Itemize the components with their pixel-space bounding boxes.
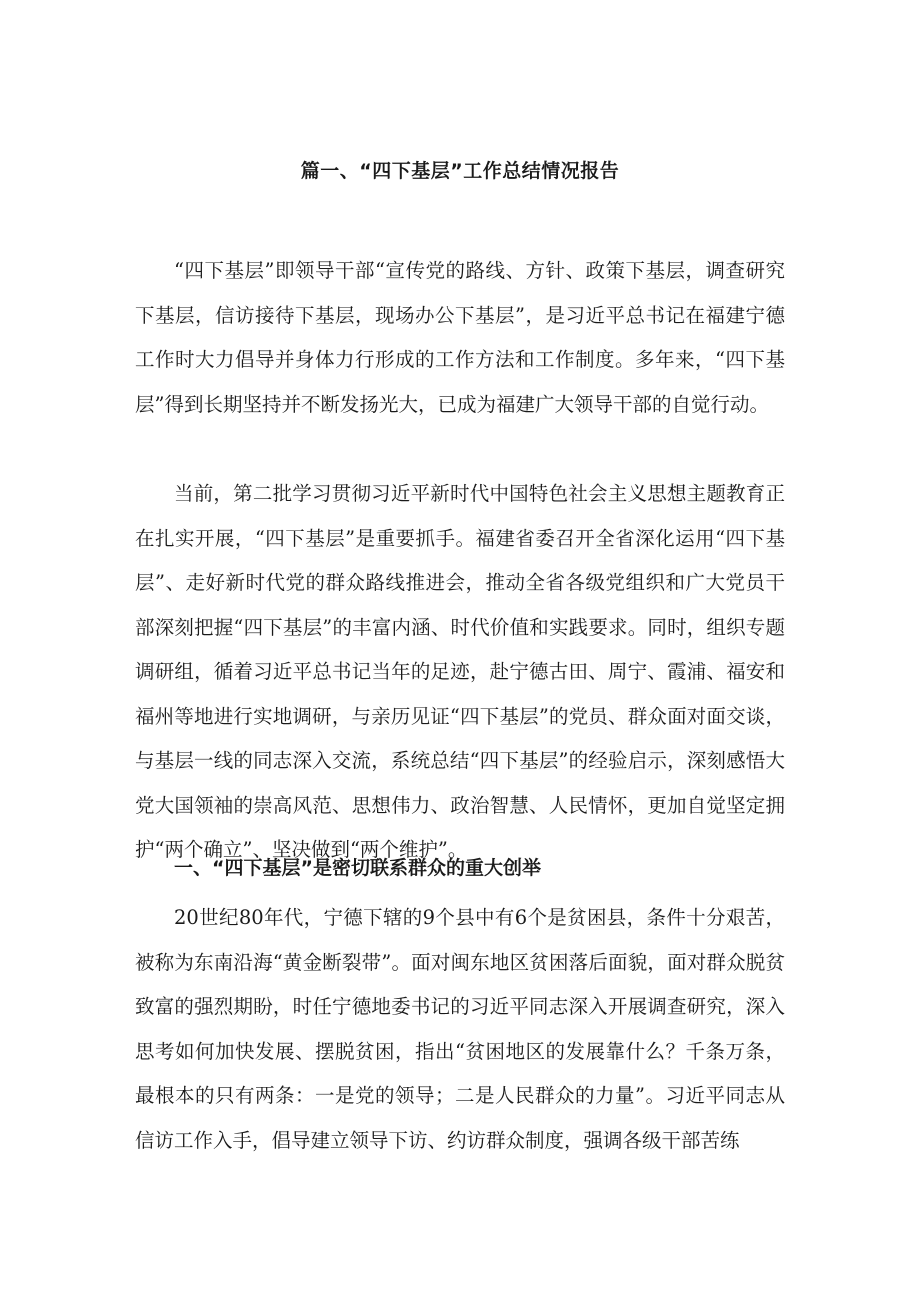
section-heading: 一、“四下基层”是密切联系群众的重大创举 <box>174 857 541 879</box>
body-paragraph: 20世纪80年代，宁德下辖的9个县中有6个是贫困县，条件十分艰苦，被称为东南沿海“黄金断裂带”。面对闽东地区贫困落后面貌，面对群众脱贫致富的强烈期盼，时任宁德地委书记的习近平同志深入开展调查研究，深入思考如何加快发展、摆脱贫困，指出“贫困地区的发展靠什么？千条万条，最根本的只有两条：一是党的领导；二是人民群众的力量”。习近平同志从信访工作入手，倡导建立领导下访、约访群众制度，强调各级干部苦练 <box>135 906 785 1152</box>
intro-paragraph-block <box>135 249 785 427</box>
body-paragraph: “四下基层”即领导干部“宣传党的路线、方针、政策下基层，调查研究下基层，信访接待下基层，现场办公下基层”，是习近平总书记在福建宁德工作时大力倡导并身体力行形成的工作方法和工作制度。多年来，“四下基层”得到长期坚持并不断发扬光大，已成为福建广大领导干部的自觉行动。 <box>135 259 785 416</box>
document-title: 篇一、“四下基层”工作总结情况报告 <box>300 160 620 182</box>
body-paragraph: 当前，第二批学习贯彻习近平新时代中国特色社会主义思想主题教育正在扎实开展，“四下基层”是重要抓手。福建省委召开全省深化运用“四下基层”、走好新时代党的群众路线推进会，推动全省各级党组织和广大党员干部深刻把握“四下基层”的丰富内涵、时代价值和实践要求。同时，组织专题调研组，循着习近平总书记当年的足迹，赴宁德古田、周宁、霞浦、福安和福州等地进行实地调研，与亲历见证“四下基层”的党员、群众面对面交谈，与基层一线的同志深入交流，系统总结“四下基层”的经验启示，深刻感悟大党大国领袖的崇高风范、思想伟力、政治智慧、人民情怀，更加自觉坚定拥护“两个确立”、坚决做到“两个维护”。 <box>135 482 785 861</box>
context-paragraph-block <box>135 472 785 873</box>
section-paragraph-block <box>135 896 785 1163</box>
